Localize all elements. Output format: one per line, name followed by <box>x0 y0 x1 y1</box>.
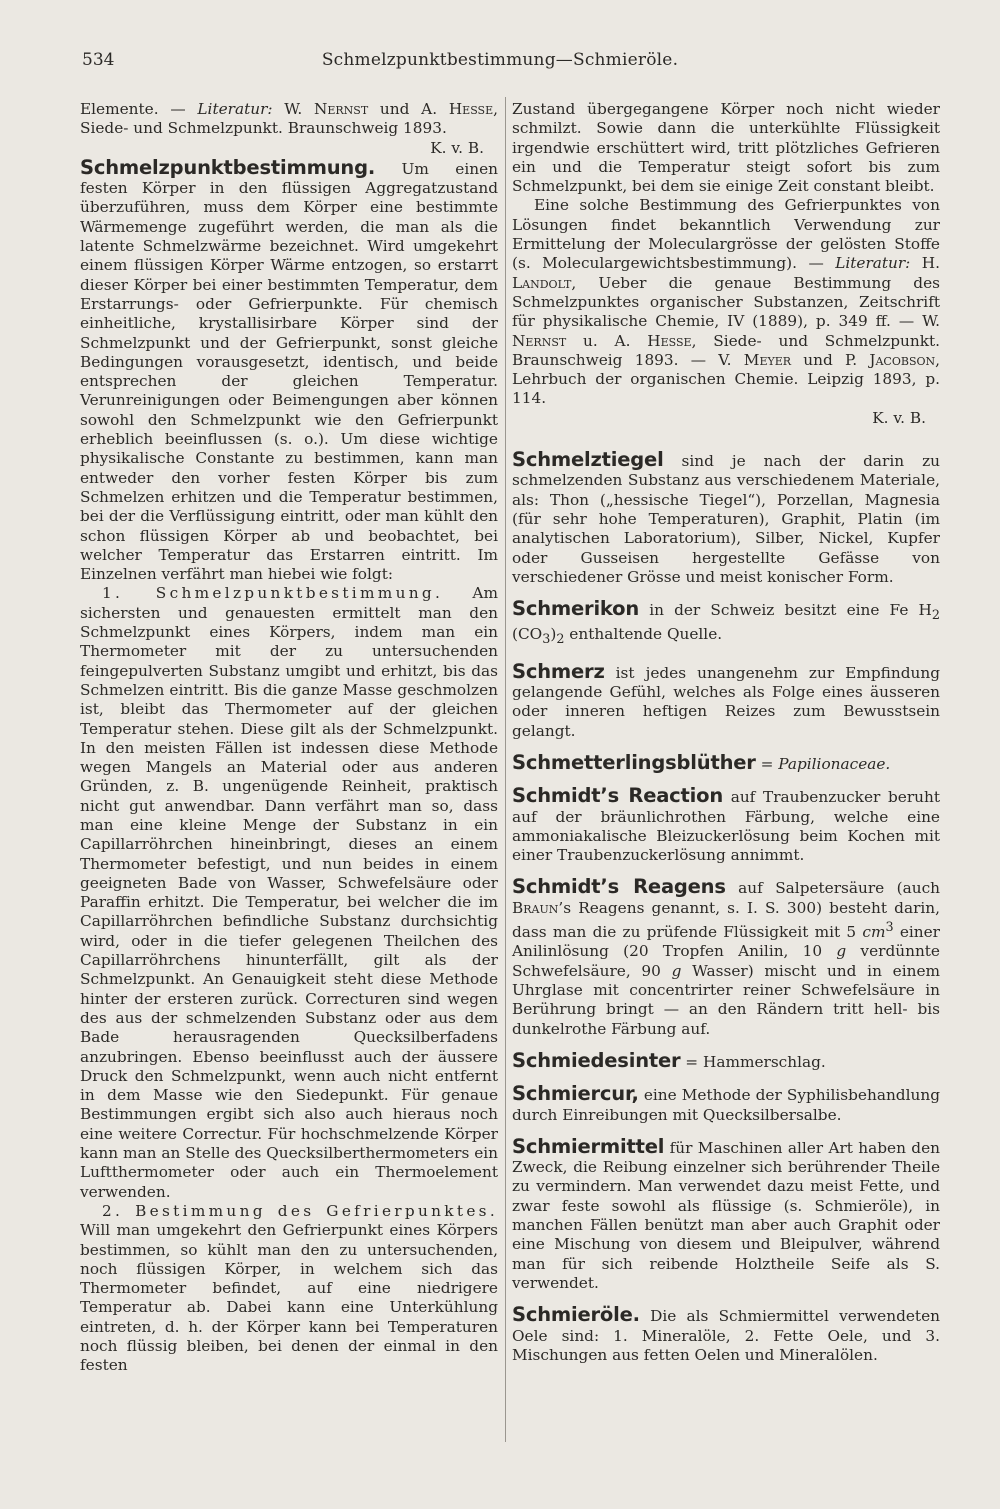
section-1: 1. Schmelzpunktbestimmung. Am sichersten und genauesten ermittelt man den Schmelzpunkt eines Körpers, indem man ein Thermometer mit der zu untersuchenden feingepulverten Substanz umgibt und erhitzt, bis das Schmelzen eintritt. Bis die ganze Masse geschmolzen ist, bleibt das Thermometer auf der gleichen Temperatur stehen. Diese gilt als der Schmelzpunkt. In den meisten Fällen ist indessen diese Methode wegen Mangels an Material oder aus anderen Gründen, z. B. ungenügende Reinheit, praktisch nicht gut anwendbar. Dann verfährt man so, dass man eine kleine Menge der Substanz in ein Capillarröhrchen hineinbringt, dieses an einem Thermometer befestigt, und nun beides in einem geeigneten Bade von Wasser, Schwefelsäure oder Paraffin erhitzt. Die Temperatur, bei welcher die im Capillarröhrchen befindliche Substanz durchsichtig wird, oder in die tiefer gelegenen Theilchen des Capillarröhrchens hinunterfällt, gilt als der Schmelzpunkt. An Genauigkeit steht diese Methode hinter der ersteren zurück. Correcturen sind wegen des aus der schmelzenden Substanz oder aus dem Bade herausragenden Quecksilberfadens anzubringen. Ebenso beeinflusst auch der äussere Druck den Schmelzpunkt, wenn auch nicht entfernt in dem Masse wie den Siedepunkt. Für genaue Bestimmungen ergibt sich also auch hieraus noch eine weitere Correctur. Für hochschmelzende Körper kann man an Stelle des Quecksilberthermometers ein Luftthermometer oder auch ein Thermoelement verwenden. <box>80 584 498 1201</box>
right-column <box>512 100 940 1365</box>
running-title: Schmelzpunktbestimmung—Schmieröle. <box>321 50 679 70</box>
entry-schmiermittel: Schmiermittel für Maschinen aller Art haben den Zweck, die Reibung einzelner sich berührender Theile zu vermindern. Man verwendet dazu meist Fette, und zwar feste sowohl als flüssige (s. Schmieröle), in manchen Fällen benützt man aber auch Graphit oder eine Mischung von diesem und Bleipulver, während man für sich reibende Holztheile Seife als S. verwendet. <box>512 1134 940 1292</box>
signature: K. v. B. <box>872 408 926 427</box>
section-1-label: 1. Schmelzpunktbestimmung. <box>102 584 444 603</box>
left-column <box>80 100 498 1376</box>
entry-schmidts-reagens: Schmidt’s Reagens auf Salpetersäure (auch Braun’s Reagens genannt, s. I. S. 300) besteht darin, dass man die zu prüfende Flüssigkeit mit 5 $cm^3$ einer Anilinlösung (20 Tropfen Anilin, 10 g verdünnte Schwefelsäure, 90 g Wasser) mischt und in einem Uhrglase mit concentrirter reiner Schwefelsäure in Berührung bringt — an den Rändern tritt hell- bis dunkelrothe Färbung auf. <box>512 875 940 1038</box>
entry-schmerz: Schmerz ist jedes unangenehm zur Empfindung gelangende Gefühl, welches als Folge eines äusseren oder inneren heftigen Reizes zum Bewusstsein gelangt. <box>512 659 940 740</box>
entry-schmerikon: Schmerikon in der Schweiz besitzt eine Fe $H_2$ $(CO_3)_2$ enthaltende Quelle. <box>512 597 940 648</box>
page-number: 534 <box>82 50 115 70</box>
continuation-paragraph: Zustand übergegangene Körper noch nicht wieder schmilzt. Sowie dann die unterkühlte Flüssigkeit irgendwie erschüttert wird, tritt plötzliches Gefrieren ein und die Temperatur steigt sofort bis zum Schmelzpunkt, bei dem sie einige Zeit constant bleibt. <box>512 100 940 196</box>
entry-schmiercur: Schmiercur, eine Methode der Syphilisbehandlung durch Einreibungen mit Quecksilbersalbe. <box>512 1082 940 1124</box>
column-divider <box>505 97 506 1442</box>
entry-schmiedesinter: Schmiedesinter = Hammerschlag. <box>512 1048 826 1072</box>
intro-signature: K. v. B. <box>430 138 484 157</box>
intro-paragraph: Elemente. — Literatur: W. Nernst und A. Hesse, Siede- und Schmelzpunkt. Braunschweig 1893. <box>80 100 498 138</box>
literature-paragraph: Eine solche Bestimmung des Gefrierpunktes von Lösungen findet bekanntlich Verwendung zur Ermittelung der Moleculargrösse der gelösten Stoffe (s. Moleculargewichtsbestimmung). — Literatur: H. Landolt, Ueber die genaue Bestimmung des Schmelzpunktes organischer Substanzen, Zeitschrift für physikalische Chemie, IV (1889), p. 349 ff. — W. Nernst u. A. Hesse, Siede- und Schmelzpunkt. Braunschweig 1893. — V. Meyer und P. Jacobson, Lehrbuch der organischen Chemie. Leipzig 1893, p. 114. <box>512 196 941 408</box>
entry-headword: Schmelzpunktbestimmung. <box>80 155 376 179</box>
entry-schmieroele: Schmieröle. Die als Schmiermittel verwendeten Oele sind: 1. Mineralöle, 2. Fette Oele, und 3. Mischungen aus fetten Oelen und Mineralölen. <box>512 1303 940 1364</box>
entry-schmidts-reaction: Schmidt’s Reaction auf Traubenzucker beruht auf der bräunlichrothen Färbung, welche eine ammoniakalische Bleizuckerlösung beim Kochen mit einer Traubenzuckerlösung annimmt. <box>512 784 940 865</box>
entry-schmelzpunktbestimmung: Schmelzpunktbestimmung. Um einen festen Körper in den flüssigen Aggregatzustand überzuführen, muss dem Körper eine bestimmte Wärmemenge zugeführt werden, die man als die latente Schmelzwärme bezeichnet. Wird umgekehrt einem flüssigen Körper Wärme entzogen, so erstarrt dieser Körper bei einer bestimmten Temperatur, dem Erstarrungs- oder Gefrierpunkte. Für chemisch einheitliche, krystallisirbare Körper sind der Schmelzpunkt und der Gefrierpunkt, sonst gleiche Bedingungen vorausgesetzt, identisch, und beide entsprechen der gleichen Temperatur. Verunreinigungen oder Beimengungen aber können sowohl den Schmelzpunkt wie den Gefrierpunkt erheblich beeinflussen (s. o.). Um diese wichtige physikalische Constante zu bestimmen, kann man entweder den vorher festen Körper bis zum Schmelzen erhitzen und die Temperatur bestimmen, bei der die Verflüssigung eintritt, oder man kühlt den schon flüssigen Körper ab und beobachtet, bei welcher Temperatur das Erstarren eintritt. Im Einzelnen verfährt man hiebei wie folgt: <box>80 155 498 584</box>
entry-schmetterlingsbluether: Schmetterlingsblüther = Papilionaceae. <box>512 751 891 774</box>
section-2: 2. Bestimmung des Gefrierpunktes. Will man umgekehrt den Gefrierpunkt eines Körpers bestimmen, so kühlt man den zu untersuchenden, noch flüssigen Körper, in welchem sich das Thermometer befindet, auf eine niedrigere Temperatur ab. Dabei kann eine Unterkühlung eintreten, d. h. der Körper kann bei Temperaturen noch flüssig bleiben, bei denen der einmal in den festen <box>80 1201 498 1375</box>
section-2-label: 2. Bestimmung des Gefrierpunktes. <box>102 1201 498 1220</box>
entry-schmelztiegel: Schmelztiegel sind je nach der darin zu schmelzenden Substanz aus verschiedenem Materiale, als: Thon („hessische Tiegel“), Porzellan, Magnesia (für sehr hohe Temperaturen), Graphit, Platin (im analytischen Laboratorium), Silber, Nickel, Kupfer oder Gusseisen hergestellte Gefässe von verschiedener Grösse und meist konischer Form. <box>512 448 940 586</box>
